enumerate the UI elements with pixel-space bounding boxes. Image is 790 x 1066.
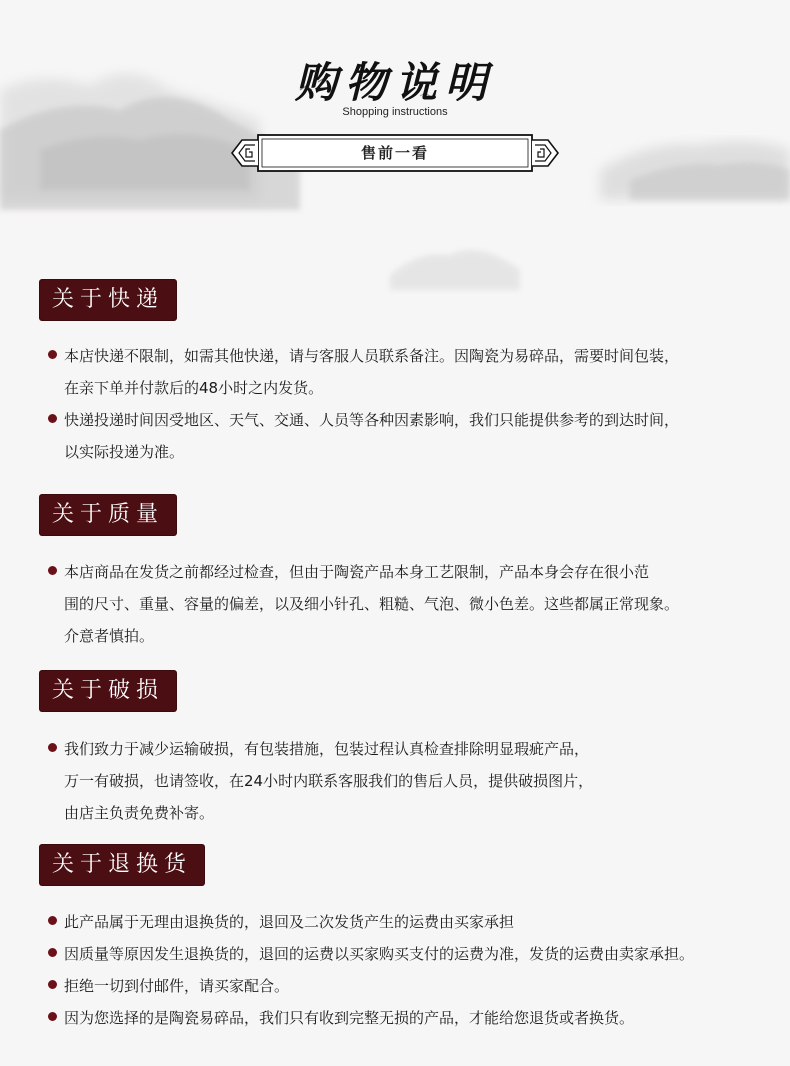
list-item-text: 拒绝一切到付邮件，请买家配合。 (64, 977, 290, 995)
section-tag-damage: 关于破损 (40, 671, 176, 711)
list-item (48, 340, 778, 404)
bullet-icon (48, 916, 57, 925)
list-item-text: 在亲下单并付款后的48小时之内发货。 (64, 379, 324, 397)
list-item-text: 因质量等原因发生退换货的，退回的运费以买家购买支付的运费为准，发货的运费由卖家承担。 (64, 945, 695, 963)
list-item-text: 以实际投递为准。 (64, 443, 185, 461)
list-item-text: 我们致力于减少运输破损，有包装措施，包装过程认真检查排除明显瑕疵产品， (64, 740, 590, 758)
list-item (48, 938, 778, 970)
list-item-text: 围的尺寸、重量、容量的偏差，以及细小针孔、粗糙、气泡、微小色差。这些都属正常现象。 (64, 595, 680, 613)
list-item (48, 906, 778, 938)
list-item-text: 由店主负责免费补寄。 (64, 804, 215, 822)
bullet-icon (48, 350, 57, 359)
list-item-text: 本店商品在发货之前都经过检查，但由于陶瓷产品本身工艺限制，产品本身会存在很小范 (64, 563, 650, 581)
section-shipping-body (48, 340, 778, 468)
list-item-text: 因为您选择的是陶瓷易碎品，我们只有收到完整无损的产品，才能给您退货或者换货。 (64, 1009, 635, 1027)
presale-banner-label: 售前一看 (360, 144, 429, 162)
list-item (48, 404, 778, 468)
bullet-icon (48, 414, 57, 423)
section-tag-returns: 关于退换货 (40, 845, 204, 885)
bullet-icon (48, 566, 57, 575)
bullet-icon (48, 1012, 57, 1021)
list-item (48, 556, 778, 652)
section-damage-body (48, 733, 778, 829)
section-tag-quality: 关于质量 (40, 495, 176, 535)
list-item-text: 介意者慎拍。 (64, 627, 155, 645)
bullet-icon (48, 948, 57, 957)
list-item-text: 万一有破损，也请签收，在24小时内联系客服我们的售后人员，提供破损图片， (64, 772, 594, 790)
bullet-icon (48, 980, 57, 989)
list-item-text: 此产品属于无理由退换货的，退回及二次发货产生的运费由买家承担 (64, 913, 515, 931)
page-subtitle: Shopping instructions (342, 106, 448, 118)
bullet-icon (48, 743, 57, 752)
section-quality-body (48, 556, 778, 652)
list-item (48, 970, 778, 1002)
section-tag-shipping: 关于快递 (40, 280, 176, 320)
presale-banner (228, 130, 562, 176)
list-item-text: 快递投递时间因受地区、天气、交通、人员等各种因素影响，我们只能提供参考的到达时间， (64, 411, 680, 429)
list-item-text: 本店快递不限制，如需其他快递，请与客服人员联系备注。因陶瓷为易碎品，需要时间包装， (64, 347, 680, 365)
section-returns-body (48, 906, 778, 1034)
list-item (48, 733, 778, 829)
list-item (48, 1002, 778, 1034)
page-title: 购物说明 (294, 58, 495, 107)
